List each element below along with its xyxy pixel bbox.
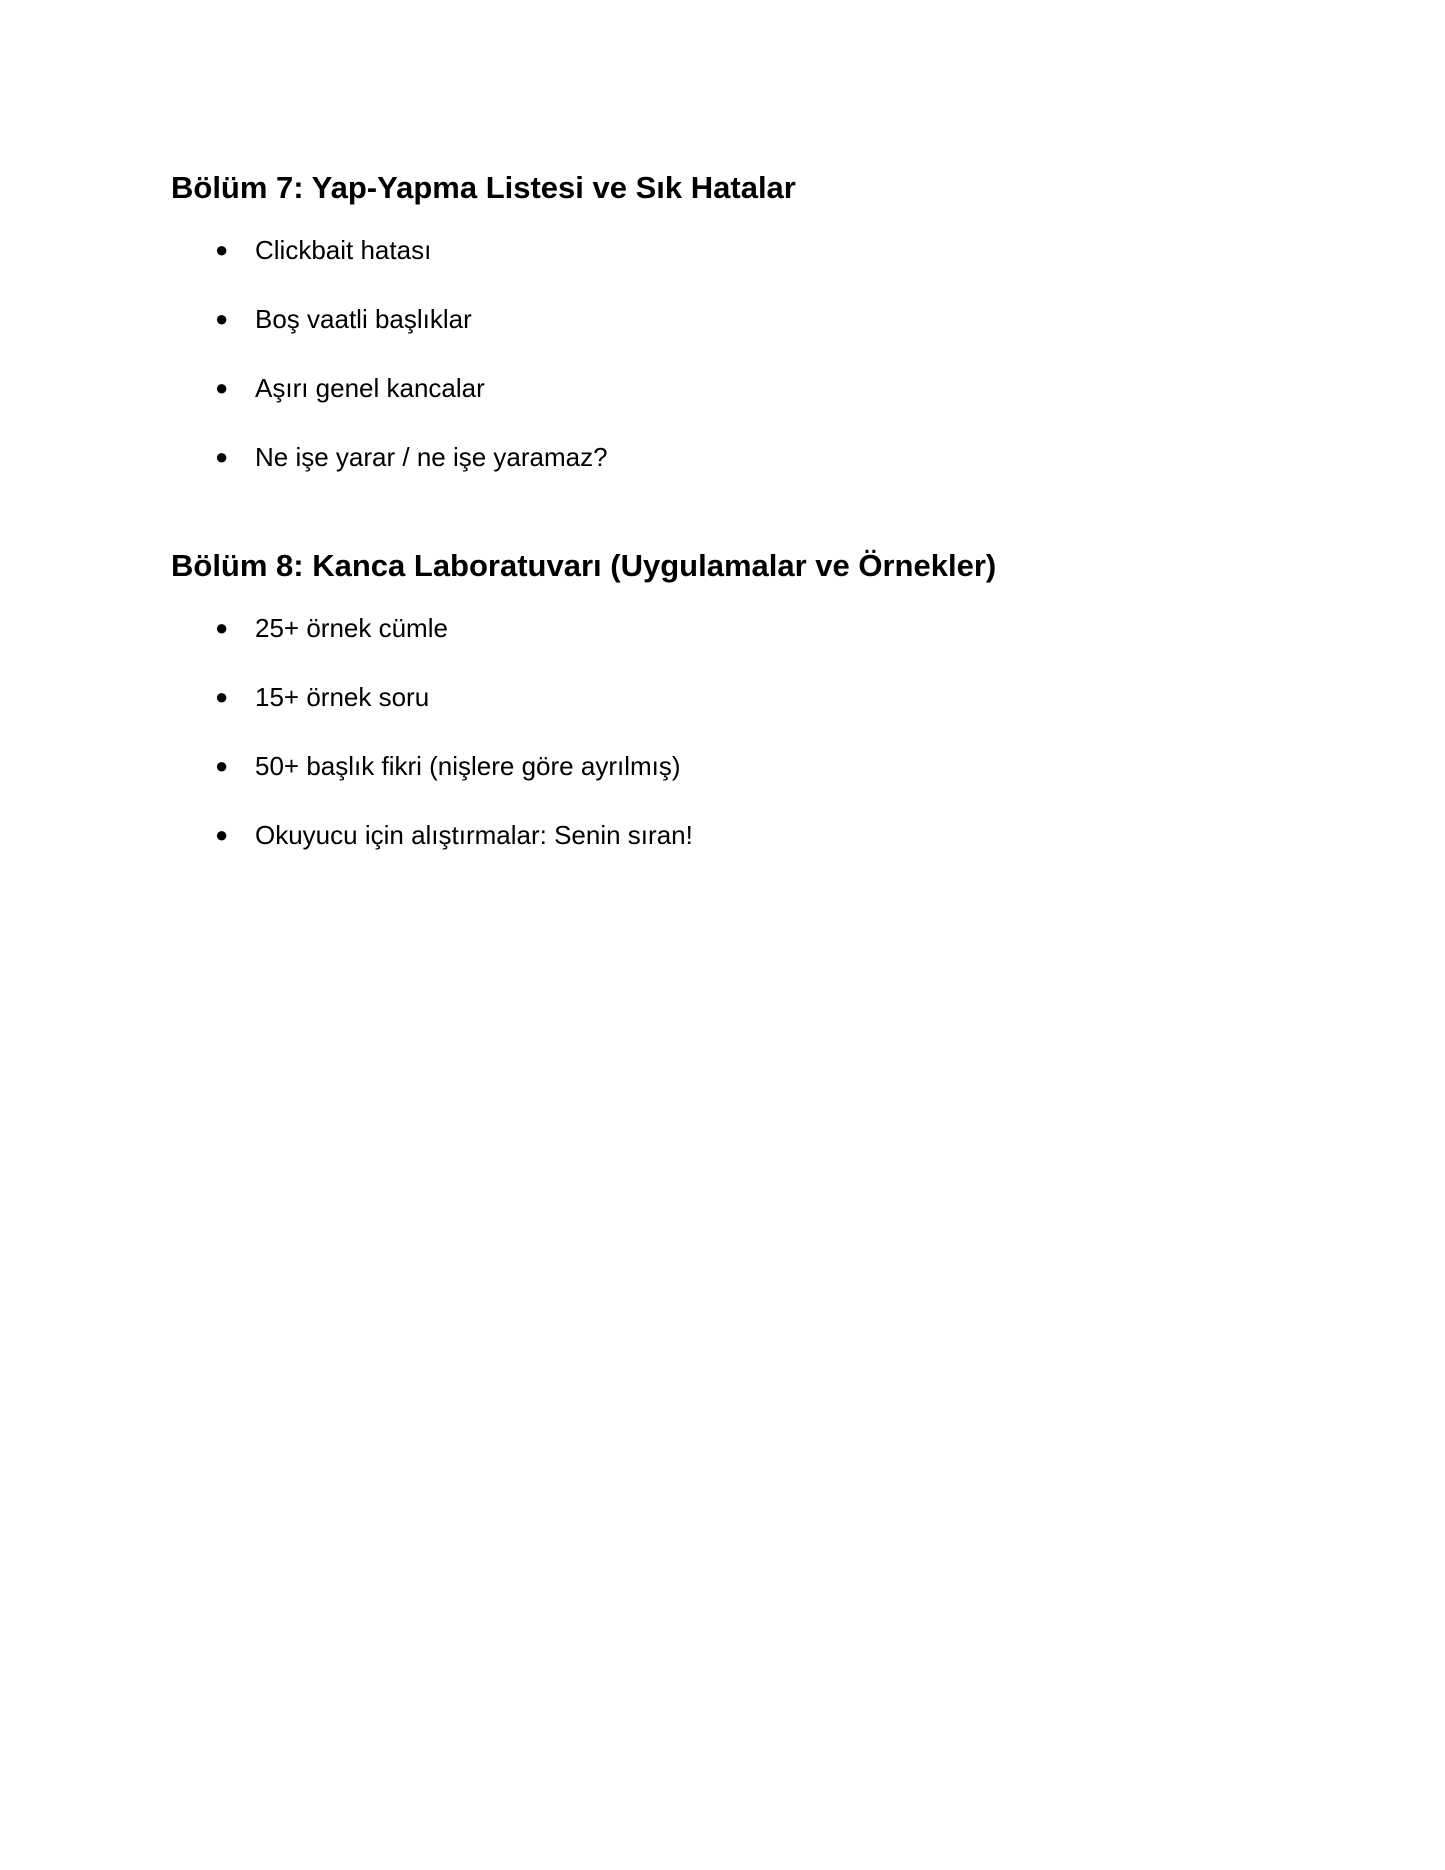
list-item [171, 234, 1271, 303]
bullet-icon: ● [215, 615, 229, 640]
bullet-icon: ● [215, 444, 229, 469]
list-item [171, 819, 1271, 888]
list-item-text: Aşırı genel kancalar [255, 373, 485, 403]
section-bolum-8 [171, 546, 1271, 888]
list-item-text: 15+ örnek soru [255, 682, 430, 712]
list-item-text: Boş vaatli başlıklar [255, 304, 472, 334]
bullet-list [171, 234, 1271, 510]
list-item [171, 372, 1271, 441]
list-item [171, 612, 1271, 681]
list-item [171, 750, 1271, 819]
section-bolum-7 [171, 168, 1271, 510]
bullet-icon: ● [215, 306, 229, 331]
list-item-text: Ne işe yarar / ne işe yaramaz? [255, 442, 608, 472]
list-item-text: 25+ örnek cümle [255, 613, 448, 643]
bullet-icon: ● [215, 753, 229, 778]
list-item [171, 441, 1271, 510]
section-heading: Bölüm 7: Yap-Yapma Listesi ve Sık Hatalar [171, 170, 796, 205]
list-item-text: Clickbait hatası [255, 235, 432, 265]
list-item [171, 681, 1271, 750]
bullet-icon: ● [215, 822, 229, 847]
bullet-icon: ● [215, 237, 229, 262]
list-item-text: 50+ başlık fikri (nişlere göre ayrılmış) [255, 751, 681, 781]
bullet-list [171, 612, 1271, 888]
bullet-icon: ● [215, 684, 229, 709]
bullet-icon: ● [215, 375, 229, 400]
list-item-text: Okuyucu için alıştırmalar: Senin sıran! [255, 820, 693, 850]
list-item [171, 303, 1271, 372]
section-heading: Bölüm 8: Kanca Laboratuvarı (Uygulamalar ve Örnekler) [171, 548, 997, 583]
